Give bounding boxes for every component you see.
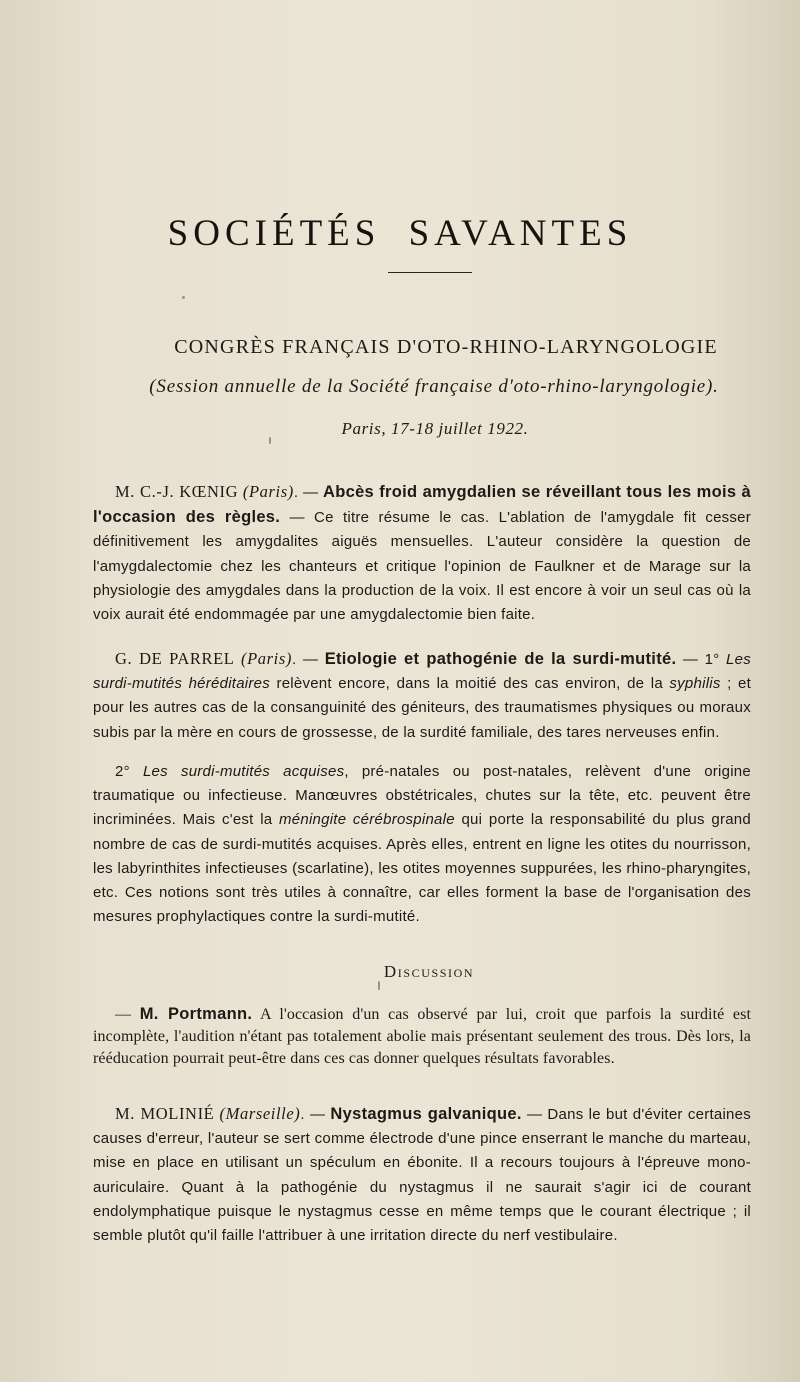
title-rule: [388, 272, 472, 273]
communication-title: Etiologie et pathogénie de la surdi-mutité.: [324, 650, 677, 668]
speaker-name: M. Portmann.: [139, 1005, 253, 1023]
item-number: 2°: [115, 763, 143, 780]
communication-title: Abcès froid amygdalien se réveillant tous les mois à l'occasion des règles.: [93, 483, 752, 527]
separator-dash: . —: [300, 1106, 331, 1123]
separator-dash: . —: [293, 484, 323, 501]
paragraph-text: qui porte la responsabilité du plus grand nombre de cas de surdi-mutités acquises. Après elles, entrent en ligne les otites du nourrisson, les labyrinthites infectieuses (scarlatine), les otites moyennes suppurées, les rhino-pharyngites, etc. Ces notions sont très utiles à connaître, car elles forment la base de l'organisation des mesures prophylactiques contre la surdi-mutité.: [93, 811, 751, 926]
author-place: (Marseille): [219, 1104, 301, 1123]
koenig-paragraph: [93, 480, 751, 627]
term-hereditary: Les surdi-mutités héréditaires: [93, 651, 751, 693]
congress-dates: Paris, 17-18 juillet 1922.: [341, 419, 529, 438]
term-acquired: Les surdi-mutités acquises: [142, 763, 345, 780]
paragraph-text: A l'occasion d'un cas observé par lui, croit que parfois la surdité est incomplète, l'audition n'étant pas totalement abolie mais présentant seulement des trous. Dès lors, la rééducation pourrait peut-être dans ces cas donner quelques résultats favorables.: [93, 1006, 751, 1068]
ink-speck: [182, 296, 185, 299]
paragraph-text: , pré-natales ou post-natales, relèvent d'une origine traumatique ou infectieuse. Manœuvres obstétricales, chutes sur la tête, etc. peuvent être incriminées. Mais c'est la: [93, 763, 751, 829]
section-title: SOCIÉTÉS SAVANTES: [167, 213, 633, 254]
congress-title: CONGRÈS FRANÇAIS D'OTO-RHINO-LARYNGOLOGIE: [174, 336, 718, 358]
discussion-heading-text: Discussion: [383, 962, 475, 981]
parrel-paragraph: [93, 647, 751, 745]
author-place: (Paris): [242, 482, 294, 501]
author-name: G. DE PARREL: [115, 649, 235, 668]
item-number: — 1°: [682, 651, 727, 668]
parrel-paragraph-2: [93, 760, 751, 929]
separator-dash: —: [115, 1006, 140, 1023]
session-subtitle: (Session annuelle de la Société française d'oto-rhino-laryngologie).: [149, 376, 719, 397]
paragraph-text: — Ce titre résume le cas. L'ablation de l'amygdale fit cesser définitivement les amygdalites aiguës mensuelles. L'auteur considère la question de l'amygdalectomie chez les chanteurs et critique l'opinion de Faulkner et de Marage sur la physiologie des amygdales dans la production de la voix. Il est encore à voir un seul cas où la voix aurait été endommagée par une amygdalectomie bien faite.: [93, 509, 752, 624]
term-meningitis: méningite cérébrospinale: [279, 811, 455, 829]
author-name: M. MOLINIÉ: [115, 1104, 215, 1123]
discussion-heading: [0, 962, 800, 982]
paragraph-text: relèvent encore, dans la moitié des cas environ, de la: [269, 675, 670, 693]
term-syphilis: syphilis: [669, 675, 721, 693]
paragraph-text: — Dans le but d'éviter certaines causes d'erreur, l'auteur se sert comme électrode d'une pince enserrant le manche du marteau, mise en place en utilisant un spéculum en ébonite. Il a recours toujours à l'épreuve mono-auriculaire. Quant à la pathogénie du nystagmus il ne saurait s'agir ici de courant endolymphatique puisque le nystagmus cesse en même temps que le courant électrique ; il semble plutôt qu'il faille l'attribuer à une irritation directe du nerf vestibulaire.: [93, 1106, 751, 1245]
author-place: (Paris): [241, 649, 292, 668]
molinie-paragraph: [93, 1102, 751, 1248]
portmann-paragraph: [93, 1003, 751, 1071]
author-name: M. C.-J. KŒNIG: [115, 482, 239, 501]
ink-speck: [378, 981, 380, 990]
paragraph-text: ; et pour les autres cas de la consanguinité des géniteurs, des traumatismes physiques ou moraux subis par la mère en cours de grossesse, de la surdité familiale, des tares nerveuses enfin.: [93, 675, 752, 741]
separator-dash: . —: [291, 651, 325, 668]
communication-title: Nystagmus galvanique.: [330, 1105, 522, 1123]
